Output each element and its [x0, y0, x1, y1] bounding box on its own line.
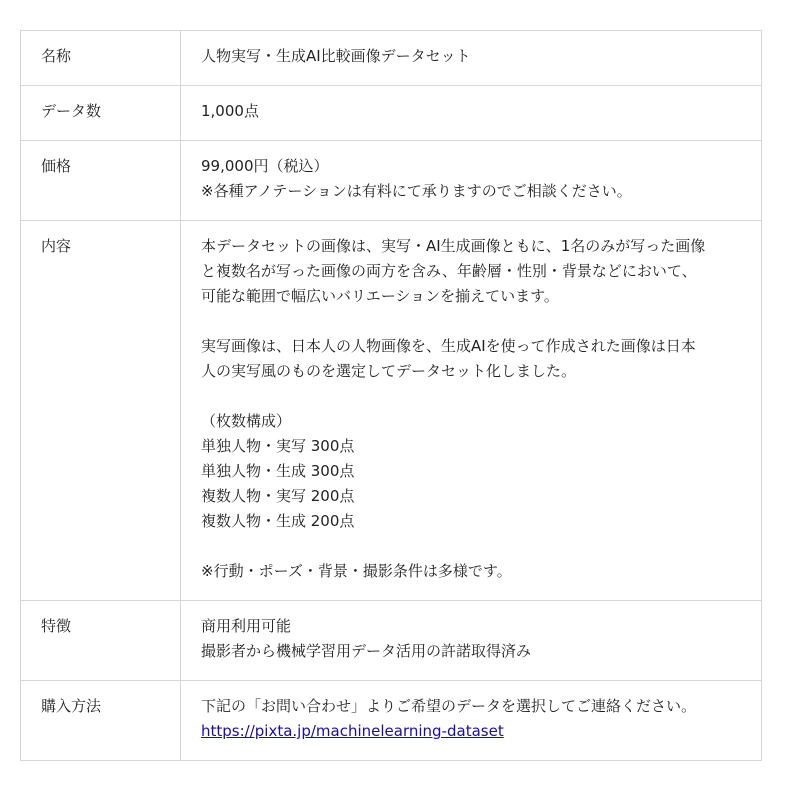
row-value-name [181, 31, 762, 86]
content-paragraph-2-line-2: 人の実写風のものを選定してデータセット化しました。 [201, 362, 577, 380]
table-row-content [21, 221, 762, 601]
dataset-spec-table [20, 30, 762, 761]
row-value-feature [181, 601, 762, 681]
row-label-price: 価格 [21, 141, 181, 221]
table-row-name [21, 31, 762, 86]
permission-text: 撮影者から機械学習用データ活用の許諾取得済み [201, 642, 532, 660]
composition-item: 複数人物・生成 200点 [201, 512, 355, 530]
table-row-feature [21, 601, 762, 681]
row-value-price [181, 141, 762, 221]
dataset-link[interactable]: https://pixta.jp/machinelearning-dataset [201, 722, 504, 740]
table-row-purchase [21, 681, 762, 761]
composition-item: 単独人物・実写 300点 [201, 437, 355, 455]
composition-heading: （枚数構成） [201, 412, 292, 430]
table-row-count [21, 86, 762, 141]
row-label-count: データ数 [21, 86, 181, 141]
commercial-use-text: 商用利用可能 [201, 617, 292, 635]
content-paragraph-2-line-1: 実写画像は、日本人の人物画像を、生成AIを使って作成された画像は日本 [201, 337, 696, 355]
content-paragraph-1-line-3: 可能な範囲で幅広いバリエーションを揃えています。 [201, 287, 559, 305]
dataset-name-text: 人物実写・生成AI比較画像データセット [201, 47, 471, 65]
content-paragraph-1-line-1: 本データセットの画像は、実写・AI生成画像ともに、1名のみが写った画像 [201, 237, 706, 255]
composition-item: 単独人物・生成 300点 [201, 462, 355, 480]
row-label-name: 名称 [21, 31, 181, 86]
row-label-content: 内容 [21, 221, 181, 601]
paragraph-spacer [201, 384, 741, 409]
content-paragraph-1-line-2: と複数名が写った画像の両方を含み、年齢層・性別・背景などにおいて、 [201, 262, 697, 280]
row-label-purchase: 購入方法 [21, 681, 181, 761]
diversity-note-text: ※行動・ポーズ・背景・撮影条件は多様です。 [201, 562, 512, 580]
annotation-note-text: ※各種アノテーションは有料にて承りますのでご相談ください。 [201, 182, 632, 200]
row-value-count [181, 86, 762, 141]
table-row-price [21, 141, 762, 221]
row-value-purchase [181, 681, 762, 761]
row-label-feature: 特徴 [21, 601, 181, 681]
price-text: 99,000円（税込） [201, 157, 329, 175]
paragraph-spacer [201, 534, 741, 559]
composition-item: 複数人物・実写 200点 [201, 487, 355, 505]
data-count-text: 1,000点 [201, 102, 259, 120]
purchase-instruction-text: 下記の「お問い合わせ」よりご希望のデータを選択してご連絡ください。 [201, 697, 697, 715]
paragraph-spacer [201, 309, 741, 334]
row-value-content [181, 221, 762, 601]
